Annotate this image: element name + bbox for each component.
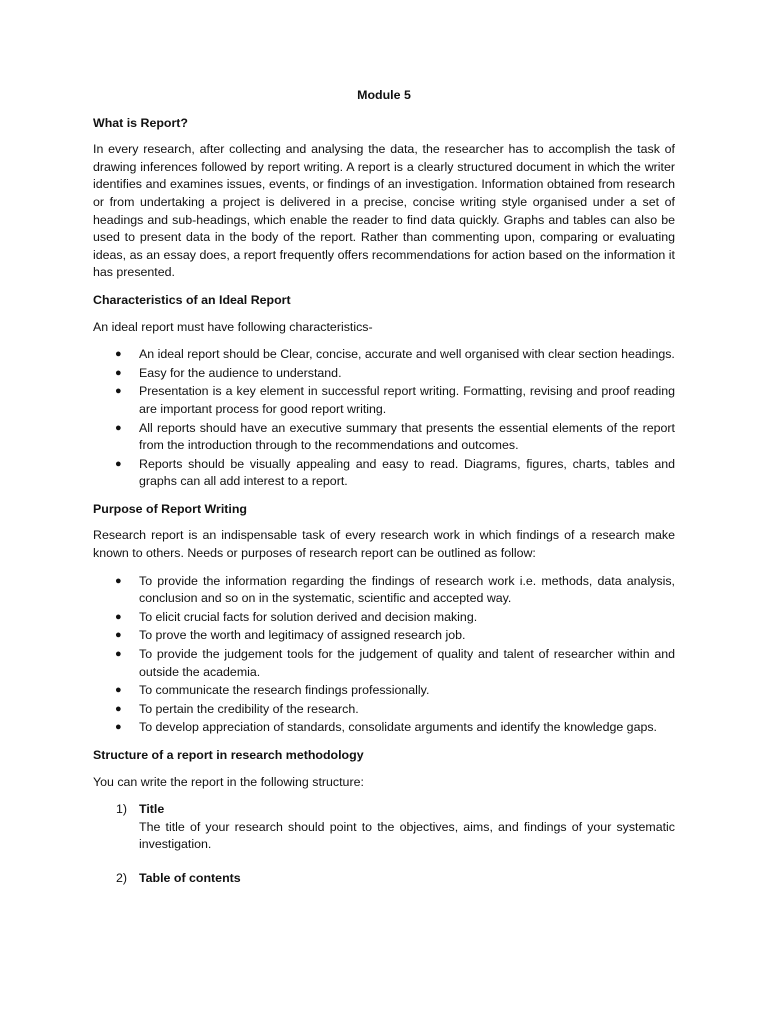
page-title: Module 5 xyxy=(357,88,411,102)
paragraph-purpose-intro: Research report is an indispensable task of every research work in which findings of a research make known to others. Needs or purposes of research report can be outlined as follow: xyxy=(93,528,675,561)
item-title: Title xyxy=(139,802,165,817)
list-item-text: All reports should have an executive summary that presents the essential elements of the report from the introduction through to the recommendations and outcomes. xyxy=(139,420,675,453)
heading-structure: Structure of a report in research methodology xyxy=(93,748,364,762)
bullet-icon: ● xyxy=(115,648,122,661)
bullet-icon: ● xyxy=(115,348,122,361)
list-item xyxy=(93,346,675,364)
paragraph-what-is-report: In every research, after collecting and analysing the data, the researcher has to accomplish the task of drawing inferences followed by report writing. A report is a clearly structured document in which the writer identifies and examines issues, events, or findings of an investigation. Information obtained from research or from undertaking a project is delivered in a precise, concise writing style organised under a set of headings and sub-headings, which enable the reader to find data quickly. Graphs and tables can also be used to present data in the body of the report. Rather than commenting upon, comparing or evaluating ideas, as an essay does, a report frequently offers recommendations for action based on the information it has presented. xyxy=(93,142,675,280)
bullet-icon: ● xyxy=(115,574,122,587)
item-title: Table of contents xyxy=(139,870,241,885)
list-item xyxy=(93,719,675,737)
bullet-icon: ● xyxy=(115,610,122,623)
list-item-text: To communicate the research findings professionally. xyxy=(139,683,430,698)
heading-what-is-report: What is Report? xyxy=(93,115,188,130)
page-content xyxy=(93,87,675,904)
paragraph-characteristics-intro: An ideal report must have following characteristics- xyxy=(93,319,373,334)
heading-purpose: Purpose of Report Writing xyxy=(93,501,247,516)
list-item xyxy=(93,682,675,700)
list-item-text: To prove the worth and legitimacy of assigned research job. xyxy=(139,628,466,643)
list-item-text: To pertain the credibility of the research. xyxy=(139,701,359,716)
purpose-list xyxy=(93,573,675,737)
bullet-icon: ● xyxy=(115,366,122,379)
list-item xyxy=(93,383,675,418)
list-item-text: Reports should be visually appealing and easy to read. Diagrams, figures, charts, tables and graphs can all add interest to a report. xyxy=(139,456,675,489)
list-item-text: To provide the judgement tools for the judgement of quality and talent of researcher within and outside the academia. xyxy=(139,647,675,679)
list-item xyxy=(93,646,675,681)
paragraph-structure-intro: You can write the report in the following structure: xyxy=(93,774,364,789)
heading-characteristics: Characteristics of an Ideal Report xyxy=(93,292,291,307)
item-body: The title of your research should point to the objectives, aims, and findings of your systematic investigation. xyxy=(139,819,675,852)
item-number: 2) xyxy=(116,870,128,885)
bullet-icon: ● xyxy=(115,457,122,470)
numbered-item xyxy=(93,870,675,888)
list-item xyxy=(93,701,675,719)
list-item-text: Easy for the audience to understand. xyxy=(139,365,342,380)
list-item xyxy=(93,456,675,491)
bullet-icon: ● xyxy=(115,421,122,434)
item-number: 1) xyxy=(116,802,128,817)
list-item-text: To provide the information regarding the findings of research work i.e. methods, data analysis, conclusion and so on in the systematic, scientific and accepted way. xyxy=(139,573,675,606)
list-item xyxy=(93,573,675,608)
bullet-icon: ● xyxy=(115,629,122,642)
characteristics-list xyxy=(93,346,675,491)
list-item-text: An ideal report should be Clear, concise, accurate and well organised with clear section headings. xyxy=(139,347,675,362)
numbered-item xyxy=(93,801,675,854)
list-item-text: To develop appreciation of standards, consolidate arguments and identify the knowledge gaps. xyxy=(139,720,657,735)
structure-list xyxy=(93,801,675,887)
bullet-icon: ● xyxy=(115,702,122,715)
list-item xyxy=(93,627,675,645)
list-item xyxy=(93,609,675,627)
bullet-icon: ● xyxy=(115,684,122,697)
list-item-text: To elicit crucial facts for solution derived and decision making. xyxy=(139,609,478,624)
list-item-text: Presentation is a key element in successful report writing. Formatting, revising and proof reading are important process for good report writing. xyxy=(139,384,675,416)
bullet-icon: ● xyxy=(115,721,122,734)
bullet-icon: ● xyxy=(115,385,122,398)
list-item xyxy=(93,420,675,455)
list-item xyxy=(93,365,675,383)
